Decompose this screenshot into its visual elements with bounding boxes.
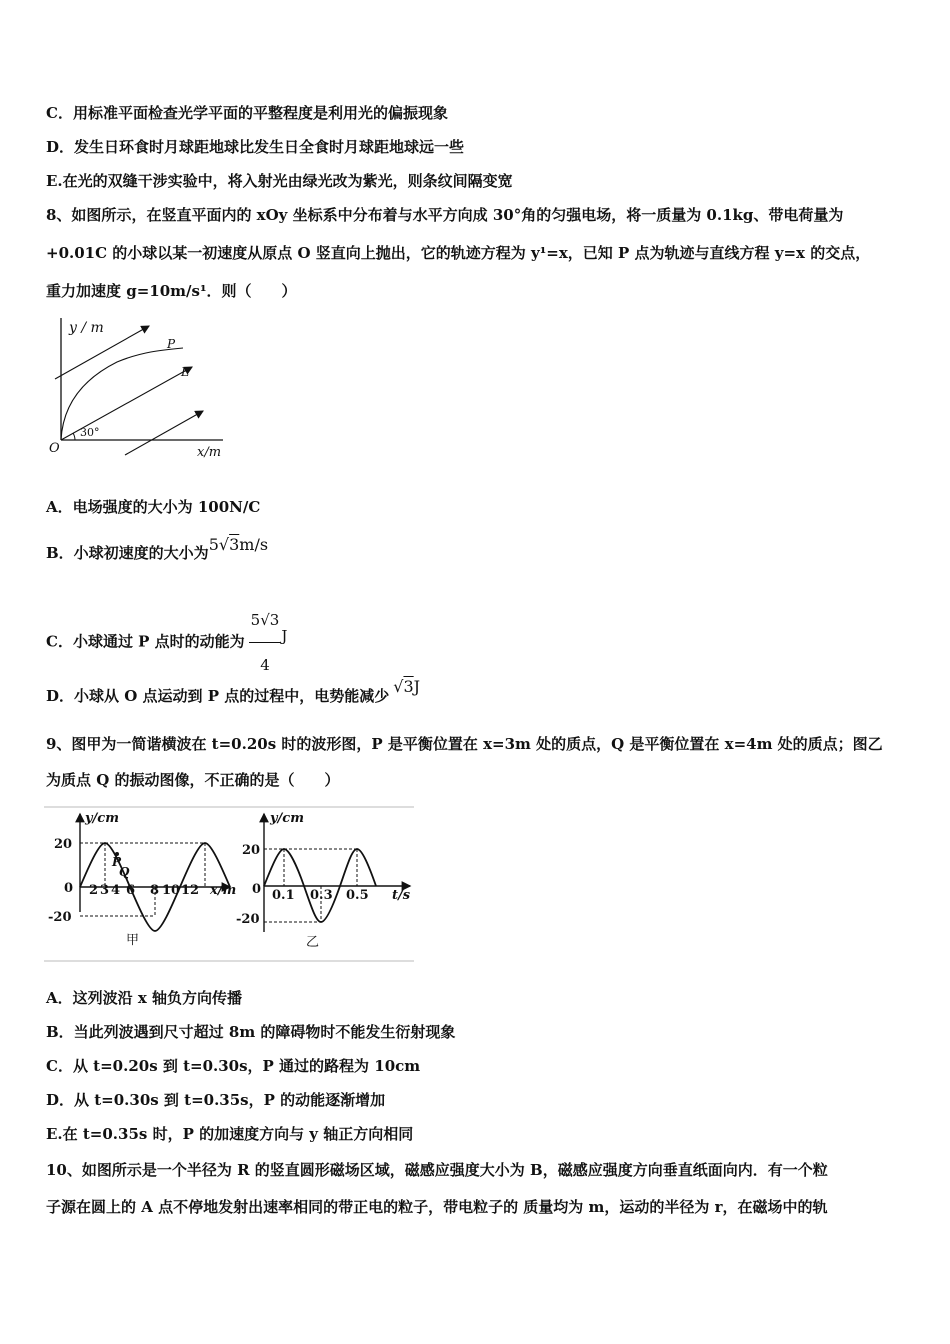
q8-option-a: A．电场强度的大小为 100N/C — [46, 498, 261, 516]
q9b-ytick-0: 0 — [252, 882, 262, 897]
q8-field-line — [125, 411, 203, 455]
svg-text:4: 4 — [111, 883, 121, 898]
q9-option-e: E.在 t=0.35s 时，P 的加速度方向与 y 轴正方向相同 — [46, 1125, 414, 1143]
q8-stem-line3: 重力加速度 g=10m/s¹．则（ ） — [46, 282, 297, 300]
q9b-ytick-m20: -20 — [236, 912, 260, 927]
svg-text:乙: 乙 — [306, 935, 320, 950]
q8-angle: 30° — [80, 426, 100, 439]
q9a-ytick-0: 0 — [64, 881, 74, 896]
q8-y-label: y / m — [69, 320, 104, 336]
q9-option-b: B．当此列波遇到尺寸超过 8m 的障碍物时不能发生衍射现象 — [46, 1023, 456, 1041]
q8-figure — [45, 312, 230, 462]
q9-graph-b — [236, 811, 411, 950]
q9-option-a: A．这列波沿 x 轴负方向传播 — [46, 989, 243, 1007]
q8-option-c: C．小球通过 P 点时的动能为 $\frac{5√3}{4}$ J — [46, 598, 287, 687]
q9a-ytick-20: 20 — [54, 837, 73, 852]
svg-text:y/cm: y/cm — [270, 811, 304, 826]
svg-text:8: 8 — [150, 883, 160, 898]
svg-text:3: 3 — [100, 883, 110, 898]
svg-text:6: 6 — [126, 883, 136, 898]
q9a-point-p: P — [112, 855, 122, 869]
q9-stem-line2: 为质点 Q 的振动图像，不正确的是（ ） — [46, 771, 340, 789]
q9-option-c: C．从 t=0.20s 到 t=0.30s，P 通过的路程为 10cm — [46, 1057, 421, 1075]
q7-option-d: D．发生日环食时月球距地球比发生日全食时月球距地球远一些 — [46, 138, 465, 156]
q7-option-c: C．用标准平面检查光学平面的平整程度是利用光的偏振现象 — [46, 104, 448, 122]
svg-text:2: 2 — [89, 883, 99, 898]
svg-text:12: 12 — [181, 883, 200, 898]
q7-option-e: E.在光的双缝干涉实验中，将入射光由绿光改为紫光，则条纹间隔变宽 — [46, 172, 513, 190]
q9-option-d: D．从 t=0.30s 到 t=0.35s，P 的动能逐渐增加 — [46, 1091, 386, 1109]
q8-x-label: x/m — [197, 445, 222, 460]
q8-option-b: B．小球初速度的大小为5√3m/s — [46, 535, 269, 562]
q10-stem-line1: 10、如图所示是一个半径为 R 的竖直圆形磁场区域，磁感应强度大小为 B，磁感应强度方向垂直纸面向内．有一个粒 — [46, 1161, 828, 1179]
q9b-ytick-20: 20 — [242, 843, 261, 858]
q9a-point-q: Q — [119, 865, 130, 879]
q8-stem-line2: +0.01C 的小球以某一初速度从原点 O 竖直向上抛出，它的轨迹方程为 y¹=x，已知 P 点为轨迹与直线方程 y=x 的交点， — [46, 244, 871, 262]
q8-stem-line1: 8、如图所示，在竖直平面内的 xOy 坐标系中分布着与水平方向成 30°角的匀强电场，将一质量为 0.1kg、带电荷量为 — [46, 206, 844, 224]
svg-text:甲: 甲 — [126, 933, 140, 948]
svg-text:10: 10 — [162, 883, 181, 898]
q9-figure — [44, 806, 416, 964]
q8-origin: O — [49, 441, 60, 456]
q9a-ytick-m20: -20 — [48, 910, 72, 925]
svg-text:y/cm: y/cm — [85, 811, 119, 826]
q8-angle-arc — [73, 433, 75, 440]
svg-text:t/s: t/s — [392, 888, 411, 903]
q9-graph-a — [48, 811, 236, 948]
q8-field-e: E — [181, 365, 190, 379]
svg-text:0.5: 0.5 — [346, 888, 369, 903]
q9-stem-line1: 9、图甲为一简谐横波在 t=0.20s 时的波形图，P 是平衡位置在 x=3m 处的质点，Q 是平衡位置在 x=4m 处的质点；图乙 — [46, 735, 883, 753]
q8-point-p: P — [167, 337, 176, 351]
q8-option-d: D．小球从 O 点运动到 P 点的过程中，电势能减少 √3J — [46, 677, 421, 705]
q8-c-fraction: $\frac{5√3}{4}$ — [249, 598, 282, 687]
svg-text:x/m: x/m — [210, 883, 237, 898]
svg-text:0.3: 0.3 — [310, 888, 333, 903]
q10-stem-line2: 子源在圆上的 A 点不停地发射出速率相同的带正电的粒子，带电粒子的 质量均为 m，运动的半径为 r，在磁场中的轨 — [46, 1198, 828, 1216]
svg-text:0.1: 0.1 — [272, 888, 295, 903]
